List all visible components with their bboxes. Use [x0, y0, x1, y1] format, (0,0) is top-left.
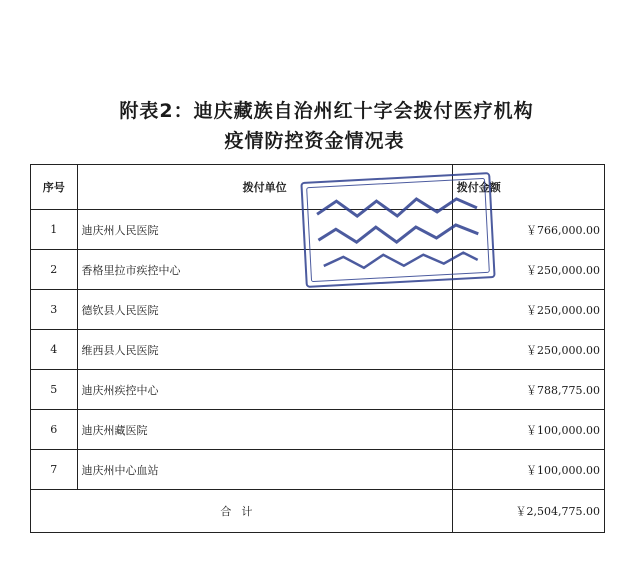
row-no: 1 [31, 210, 78, 250]
row-amount: ￥250,000.00 [452, 250, 604, 290]
total-amount: ￥2,504,775.00 [452, 490, 604, 533]
table-row [31, 290, 605, 330]
row-unit: 德钦县人民医院 [77, 290, 452, 330]
row-amount: ￥250,000.00 [452, 330, 604, 370]
row-no: 7 [31, 450, 78, 490]
table-row [31, 330, 605, 370]
row-no: 2 [31, 250, 78, 290]
total-label: 合计 [31, 490, 453, 533]
row-unit: 香格里拉市疾控中心 [77, 250, 452, 290]
table-row [31, 410, 605, 450]
row-unit: 维西县人民医院 [77, 330, 452, 370]
row-unit: 迪庆州人民医院 [77, 210, 452, 250]
header-unit: 拨付单位 [77, 165, 452, 210]
row-amount: ￥100,000.00 [452, 410, 604, 450]
header-no: 序号 [31, 165, 78, 210]
row-no: 4 [31, 330, 78, 370]
table-row [31, 250, 605, 290]
document-title-line2: 疫情防控资金情况表 [224, 130, 405, 152]
row-no: 3 [31, 290, 78, 330]
total-row [31, 490, 605, 533]
row-amount: ￥766,000.00 [452, 210, 604, 250]
row-amount: ￥788,775.00 [452, 370, 604, 410]
header-amount: 拨付金额 [452, 165, 604, 210]
row-unit: 迪庆州藏医院 [77, 410, 452, 450]
table-row [31, 210, 605, 250]
row-no: 6 [31, 410, 78, 450]
table-row [31, 450, 605, 490]
row-amount: ￥250,000.00 [452, 290, 604, 330]
document-title-line1: 附表2：迪庆藏族自治州红十字会拨付医疗机构 [119, 100, 534, 122]
row-amount: ￥100,000.00 [452, 450, 604, 490]
table-row [31, 370, 605, 410]
table-header-row [31, 165, 605, 210]
row-unit: 迪庆州疾控中心 [77, 370, 452, 410]
funding-table [30, 164, 605, 533]
row-no: 5 [31, 370, 78, 410]
row-unit: 迪庆州中心血站 [77, 450, 452, 490]
